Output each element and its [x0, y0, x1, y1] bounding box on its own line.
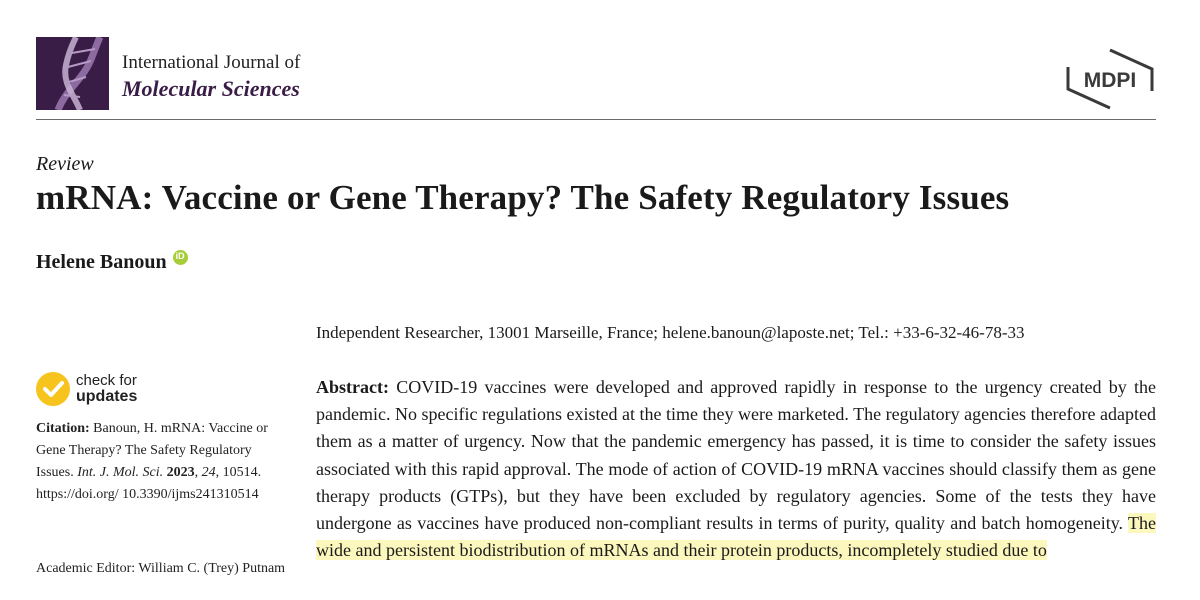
abstract-highlight: The wide and persistent biodistribution of mRNAs and their protein products, incompletely studied due to	[316, 513, 1156, 561]
check-updates-circle	[36, 372, 70, 406]
orcid-icon[interactable]	[173, 250, 188, 265]
academic-editor: Academic Editor: William C. (Trey) Putnam	[36, 561, 286, 576]
orcid-label: iD	[175, 251, 185, 261]
check-updates-text	[76, 373, 137, 405]
citation-text: Banoun, H. mRNA: Vaccine or Gene Therapy? The Safety Regulatory Issues.	[36, 421, 268, 480]
citation-block: Citation: Banoun, H. mRNA: Vaccine or Gene Therapy? The Safety Regulatory Issues. Int. J. Mol. Sci. 2023, 24, 10514. https://doi.org/ 10.3390/ijms241310514	[36, 421, 268, 502]
check-updates-line1: check for	[76, 372, 137, 389]
author-name: Helene Banoun	[36, 251, 167, 273]
author-line	[36, 250, 188, 274]
article-type: Review	[36, 153, 94, 175]
publisher-logo	[1064, 47, 1156, 111]
journal-logo	[36, 37, 109, 110]
journal-title	[122, 51, 300, 102]
citation-label: Citation:	[36, 421, 90, 436]
journal-name-line2: Molecular Sciences	[122, 75, 300, 101]
abstract-text: COVID-19 vaccines were developed and approved rapidly in response to the urgency created by the pandemic. No specific regulations existed at the time they were marketed. The regulatory agencies therefore adapted them as a matter of urgency. Now that the pandemic emergency has passed, it is time to consider the safety issues associated with this rapid approval. The mode of action of COVID-19 mRNA vaccines should classify them as gene therapy products (GTPs), but they have been excluded by regulatory agencies. Some of the tests they have undergone as vaccines have produced non-compliant results in terms of purity, quality and batch homogeneity.	[316, 377, 1156, 534]
article-title: mRNA: Vaccine or Gene Therapy? The Safety Regulatory Issues	[36, 178, 1010, 217]
citation-journal: Int. J. Mol. Sci.	[77, 465, 164, 480]
author-affiliation: Independent Researcher, 13001 Marseille, France; helene.banoun@laposte.net; Tel.: +33-6-32-46-78-33	[316, 323, 1025, 342]
abstract	[316, 374, 1156, 564]
citation-year: 2023	[166, 465, 195, 480]
check-for-updates-badge[interactable]	[36, 372, 216, 412]
publisher-name: MDPI	[1083, 69, 1137, 92]
citation-doi[interactable]: , 10514. https://doi.org/ 10.3390/ijms241310514	[36, 465, 262, 502]
citation-volume: 24	[201, 465, 216, 480]
checkmark-icon	[36, 372, 70, 406]
header-divider	[36, 119, 1156, 120]
journal-name-line1: International Journal of	[122, 52, 301, 73]
dna-helix-icon	[36, 37, 109, 110]
check-updates-line2: updates	[76, 388, 138, 405]
abstract-label: Abstract:	[316, 377, 389, 397]
